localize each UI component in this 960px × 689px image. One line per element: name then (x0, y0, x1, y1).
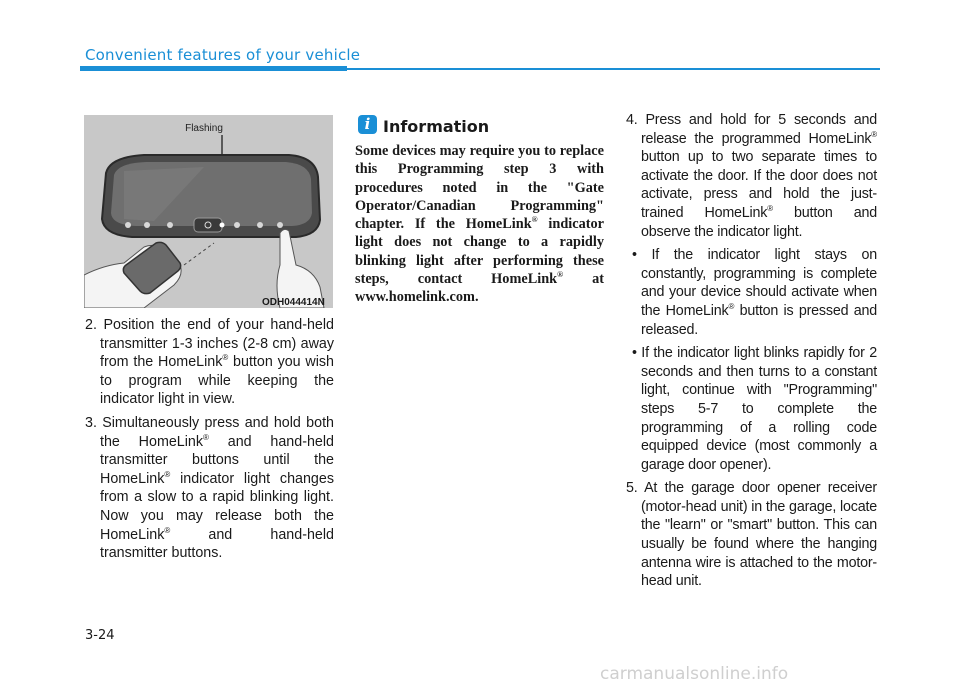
flashing-callout: Flashing (185, 123, 223, 134)
step-4: 4. Press and hold for 5 seconds and release the programmed HomeLink® button up to two separate times to activate the door. If the door does not activate, press and hold the just-trained HomeLink® button and observe the indicator light. (626, 112, 877, 240)
header-rule-thin (347, 68, 880, 70)
bullet-stays-on: • If the indicator light stays on constantly, programming is complete and your device should activate when the HomeLink® button is pressed and released. (632, 247, 877, 338)
info-body: Some devices may require you to replace this Programming step 3 with procedures noted in the "Gate Operator/Canadian Programming" chapter. If the HomeLink® indicator light does not change to a rapidly blinking light after performing these steps, contact HomeLink® at www.homelink.com. (355, 143, 604, 306)
info-icon: i (358, 115, 377, 134)
header-rule-thick (80, 66, 347, 71)
section-title: Convenient features of your vehicle (85, 46, 361, 64)
left-column (85, 316, 334, 563)
watermark: carmanualsonline.info (600, 664, 789, 684)
step-2: 2. Position the end of your hand-held transmitter 1-3 inches (2-8 cm) away from the HomeLink® button you wish to program while keeping the indicator light in view. (85, 317, 334, 408)
right-column (626, 111, 877, 591)
figure-code: ODH044414N (262, 297, 325, 308)
step-3: 3. Simultaneously press and hold both the HomeLink® and hand-held transmitter buttons until the HomeLink® indicator light changes from a slow to a rapid blinking light. Now you may release both the HomeLink® and hand-held transmitter buttons. (85, 414, 334, 562)
bullet-blinks: • If the indicator light blinks rapidly for 2 seconds and then turns to a constant light, continue with "Programming" steps 5-7 to complete the programming of a rolling code equipped device (most commonly a garage door opener). (632, 345, 877, 473)
mirror-illustration (84, 115, 333, 308)
info-title: Information (383, 117, 490, 136)
step-5: 5. At the garage door opener receiver (motor-head unit) in the garage, locate the "learn" or "smart" button. This can usually be found where the hanging antenna wire is attached to the motor-head unit. (626, 480, 877, 590)
page-number: 3-24 (85, 628, 115, 643)
mirror-drawing (84, 115, 333, 308)
